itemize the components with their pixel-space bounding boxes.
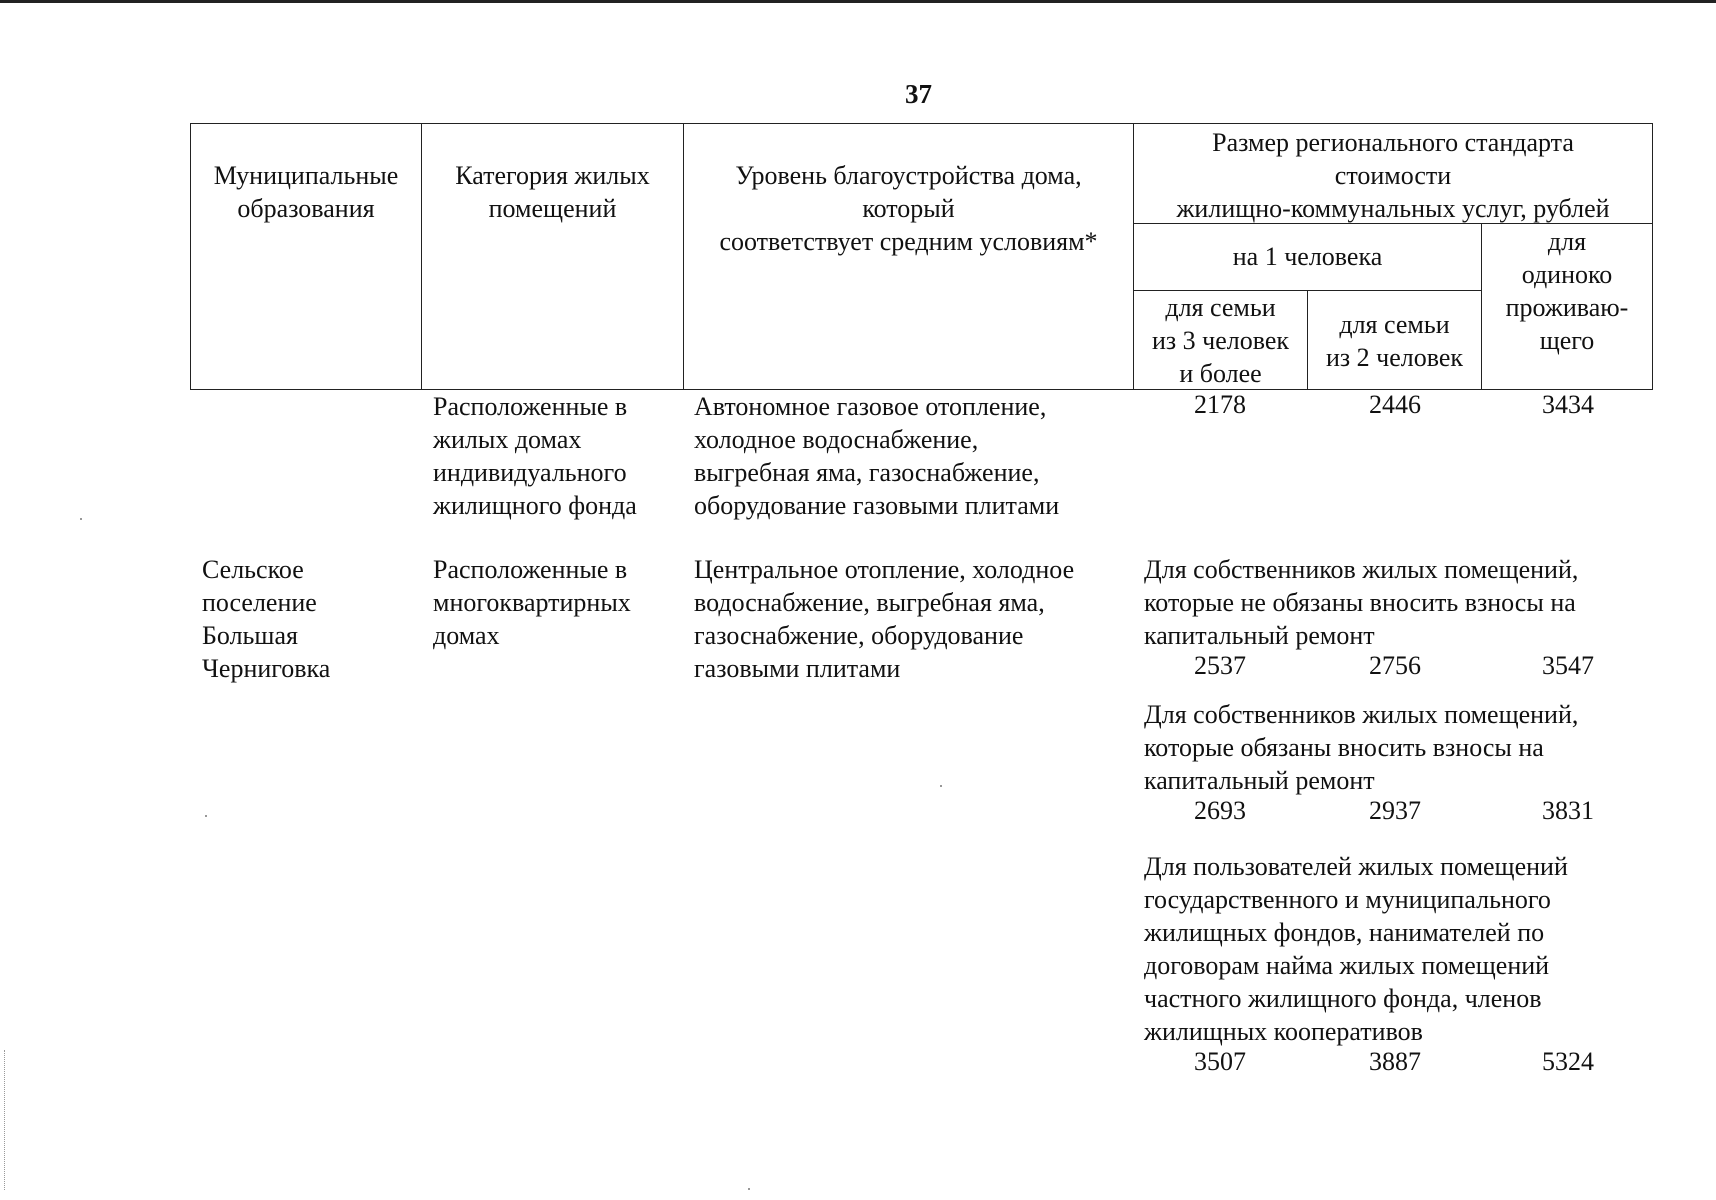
row2-level — [694, 553, 1134, 685]
text-line: Автономное газовое отопление, — [694, 392, 1047, 421]
header-single-text — [1482, 225, 1652, 357]
text-line: капитальный ремонт — [1144, 621, 1375, 650]
header-cell-municipality — [190, 123, 422, 390]
header-cell-family3 — [1133, 290, 1308, 390]
row2-municipality — [202, 553, 422, 685]
text-line: Для пользователей жилых помещений — [1144, 852, 1568, 881]
text-line: Для собственников жилых помещений, — [1144, 700, 1579, 729]
text-line: договорам найма жилых помещений — [1144, 951, 1550, 980]
row1-value-family3: 2178 — [1194, 390, 1246, 419]
header-cell-standard-size — [1133, 123, 1653, 224]
text-line: Центральное отопление, холодное — [694, 555, 1075, 584]
header-cell-level — [683, 123, 1134, 390]
header-text-line: для семьи — [1165, 293, 1276, 322]
scan-speck — [205, 815, 207, 817]
text-line: государственного и муниципального — [1144, 885, 1551, 914]
group-users-family3: 3507 — [1194, 1047, 1246, 1076]
header-cell-category — [421, 123, 684, 390]
text-line: многоквартирных — [433, 588, 631, 617]
header-standard-text — [1134, 126, 1652, 225]
page-number: 37 — [905, 79, 932, 109]
text-line: газоснабжение, оборудование — [694, 621, 1024, 650]
text-line: жилищного фонда — [433, 491, 637, 520]
header-text-line: Размер регионального стандарта — [1212, 128, 1574, 157]
text-line: Расположенные в — [433, 555, 628, 584]
group-not-obliged-family3: 2537 — [1194, 651, 1246, 680]
text-line: индивидуального — [433, 458, 627, 487]
header-text-line: стоимости — [1334, 161, 1452, 190]
text-line: жилищных фондов, нанимателей по — [1144, 918, 1545, 947]
text-line: Расположенные в — [433, 392, 628, 421]
header-text-line: одиноко — [1521, 260, 1613, 289]
header-text-line: образования — [237, 194, 375, 223]
text-line: водоснабжение, выгребная яма, — [694, 588, 1045, 617]
text-line: капитальный ремонт — [1144, 766, 1375, 795]
header-family2-text — [1308, 308, 1481, 374]
row2-category — [433, 553, 683, 652]
header-per-person-text: на 1 человека — [1232, 242, 1383, 271]
group-users-single: 5324 — [1542, 1047, 1594, 1076]
header-level-text — [684, 159, 1133, 258]
header-cell-family2 — [1307, 290, 1482, 390]
group-not-obliged-single: 3547 — [1542, 651, 1594, 680]
text-line: поселение — [202, 588, 317, 617]
group-obliged-single: 3831 — [1542, 796, 1594, 825]
group-obliged-family3: 2693 — [1194, 796, 1246, 825]
text-line: домах — [433, 621, 500, 650]
header-category-text — [422, 159, 683, 225]
text-line: жилых домах — [433, 425, 582, 454]
scan-speck — [940, 785, 942, 787]
group-users-label — [1144, 850, 1624, 1048]
header-text-line: и более — [1179, 359, 1262, 388]
text-line: жилищных кооперативов — [1144, 1017, 1423, 1046]
row1-value-family2: 2446 — [1369, 390, 1421, 419]
header-text-line: Категория жилых — [455, 161, 650, 190]
header-text-line: который — [862, 194, 955, 223]
group-obliged-label — [1144, 698, 1624, 797]
header-text-line: помещений — [488, 194, 617, 223]
scan-speck — [748, 1188, 750, 1190]
group-not-obliged-family2: 2756 — [1369, 651, 1421, 680]
text-line: Сельское — [202, 555, 304, 584]
header-text-line: Муниципальные — [213, 161, 399, 190]
header-text-line: щего — [1539, 326, 1595, 355]
group-not-obliged-label — [1144, 553, 1624, 652]
text-line: холодное водоснабжение, — [694, 425, 979, 454]
text-line: частного жилищного фонда, членов — [1144, 984, 1542, 1013]
group-users-family2: 3887 — [1369, 1047, 1421, 1076]
text-line: газовыми плитами — [694, 654, 901, 683]
scan-speck — [80, 518, 82, 520]
row1-value-single: 3434 — [1542, 390, 1594, 419]
text-line: которые не обязаны вносить взносы на — [1144, 588, 1576, 617]
header-municipality-text — [191, 159, 421, 225]
row1-level — [694, 390, 1134, 522]
header-text-line: из 2 человек — [1325, 343, 1464, 372]
header-text-line: Уровень благоустройства дома, — [735, 161, 1082, 190]
header-text-line: для — [1547, 227, 1587, 256]
text-line: Черниговка — [202, 654, 331, 683]
header-text-line: для семьи — [1339, 310, 1450, 339]
scan-edge-artifact — [4, 1050, 7, 1190]
header-cell-per-person — [1133, 223, 1482, 291]
text-line: Для собственников жилых помещений, — [1144, 555, 1579, 584]
header-text-line: соответствует средним условиям* — [719, 227, 1098, 256]
text-line: выгребная яма, газоснабжение, — [694, 458, 1040, 487]
top-border-rule — [0, 0, 1716, 3]
text-line: которые обязаны вносить взносы на — [1144, 733, 1544, 762]
header-text-line: проживаю- — [1505, 293, 1629, 322]
row1-category — [433, 390, 683, 522]
header-family3-text — [1134, 291, 1307, 390]
header-text-line: из 3 человек — [1151, 326, 1290, 355]
header-cell-single — [1481, 223, 1653, 390]
header-text-line: жилищно-коммунальных услуг, рублей — [1176, 194, 1610, 223]
text-line: Большая — [202, 621, 298, 650]
group-obliged-family2: 2937 — [1369, 796, 1421, 825]
text-line: оборудование газовыми плитами — [694, 491, 1060, 520]
